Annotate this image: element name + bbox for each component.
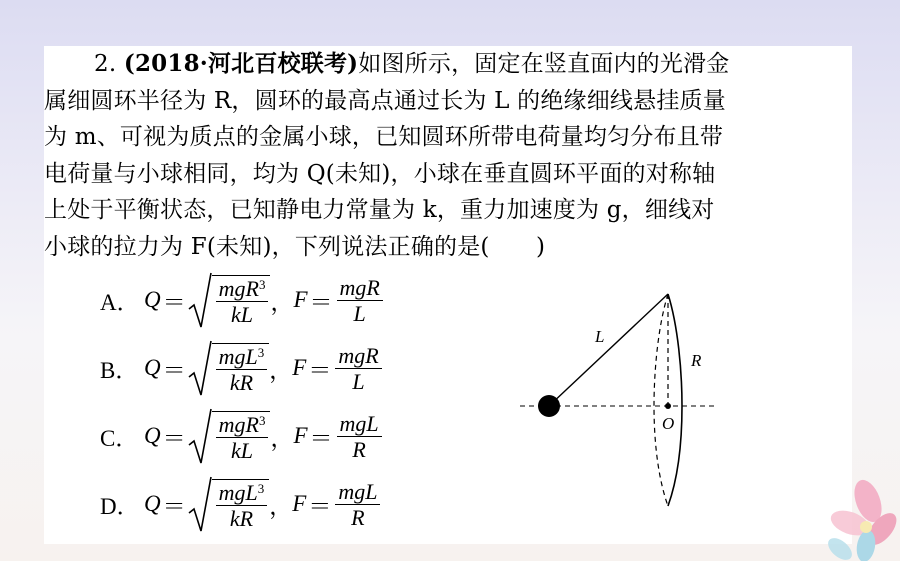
option-comma: ， xyxy=(269,357,293,383)
option-b[interactable] xyxy=(100,338,384,398)
option-equals: ＝ xyxy=(309,289,333,315)
question-source: (2018·河北百校联考) xyxy=(123,50,359,77)
option-comma: ， xyxy=(269,493,293,519)
q-denominator: kR xyxy=(229,370,254,395)
ring-diagram xyxy=(515,286,720,511)
flower-decoration-icon xyxy=(780,451,900,561)
question-line-2: 属细圆环半径为 R，圆环的最高点通过长为 L 的绝缘细线悬挂质量 xyxy=(44,87,726,114)
option-a[interactable] xyxy=(100,270,385,330)
option-equals: ＝ xyxy=(162,425,186,451)
question-line-6: 小球的拉力为 F(未知)，下列说法正确的是( ) xyxy=(44,233,546,260)
option-q-symbol: Q xyxy=(144,355,161,380)
option-equals: ＝ xyxy=(162,289,186,315)
option-q-symbol: Q xyxy=(144,423,161,448)
label-R: R xyxy=(691,351,702,370)
option-f-symbol: F xyxy=(292,491,307,516)
option-label: C． xyxy=(100,425,139,451)
option-f-symbol: F xyxy=(293,287,308,312)
label-O: O xyxy=(662,414,675,433)
q-exponent: 3 xyxy=(257,345,265,360)
sqrt-sign xyxy=(188,271,271,329)
option-q-symbol: Q xyxy=(144,287,161,312)
center-point xyxy=(665,403,671,409)
question-line-4: 电荷量与小球相同，均为 Q(未知)，小球在垂直圆环平面的对称轴 xyxy=(44,160,716,187)
option-equals: ＝ xyxy=(308,493,332,519)
q-exponent: 3 xyxy=(258,277,266,292)
q-numerator: mgR xyxy=(218,276,259,301)
option-f-symbol: F xyxy=(293,423,308,448)
f-numerator: mgL xyxy=(337,411,382,437)
option-equals: ＝ xyxy=(162,357,186,383)
f-denominator: R xyxy=(351,504,365,530)
option-equals: ＝ xyxy=(309,425,333,451)
option-label: A． xyxy=(100,289,140,315)
q-exponent: 3 xyxy=(258,413,266,428)
option-c[interactable] xyxy=(100,406,384,466)
option-d[interactable] xyxy=(100,474,382,534)
f-numerator: mgL xyxy=(335,479,380,505)
f-denominator: L xyxy=(353,300,366,326)
option-comma: ， xyxy=(270,425,294,451)
option-q-symbol: Q xyxy=(144,491,161,516)
sqrt-sign xyxy=(188,475,270,533)
f-denominator: R xyxy=(352,436,366,462)
option-label: D． xyxy=(100,493,140,519)
ring-front-arc xyxy=(668,294,682,506)
sqrt-sign xyxy=(188,339,270,397)
question-line-1: 如图所示，固定在竖直面内的光滑金 xyxy=(358,51,730,77)
option-f-symbol: F xyxy=(292,355,307,380)
slide-content xyxy=(44,46,852,544)
option-comma: ， xyxy=(270,289,294,315)
question-line-5: 上处于平衡状态，已知静电力常量为 k，重力加速度为 g，细线对 xyxy=(44,197,715,224)
question-text xyxy=(44,46,852,266)
sqrt-sign xyxy=(188,407,271,465)
question-line-3: 为 m、可视为质点的金属小球，已知圆环所带电荷量均匀分布且带 xyxy=(44,124,724,151)
label-L: L xyxy=(595,327,605,346)
q-denominator: kL xyxy=(231,438,254,463)
f-denominator: L xyxy=(352,368,365,394)
question-number: 2. xyxy=(94,51,117,77)
f-numerator: mgR xyxy=(335,343,381,369)
q-denominator: kL xyxy=(231,302,254,327)
q-denominator: kR xyxy=(229,506,254,531)
q-numerator: mgL xyxy=(218,344,258,369)
q-exponent: 3 xyxy=(257,481,265,496)
option-equals: ＝ xyxy=(308,357,332,383)
ring-back-arc xyxy=(654,294,668,506)
f-numerator: mgR xyxy=(337,275,383,301)
option-label: B． xyxy=(100,357,139,383)
q-numerator: mgR xyxy=(218,412,259,437)
metal-ball xyxy=(538,395,560,417)
thread-line xyxy=(549,294,668,406)
option-equals: ＝ xyxy=(162,493,186,519)
q-numerator: mgL xyxy=(218,480,258,505)
